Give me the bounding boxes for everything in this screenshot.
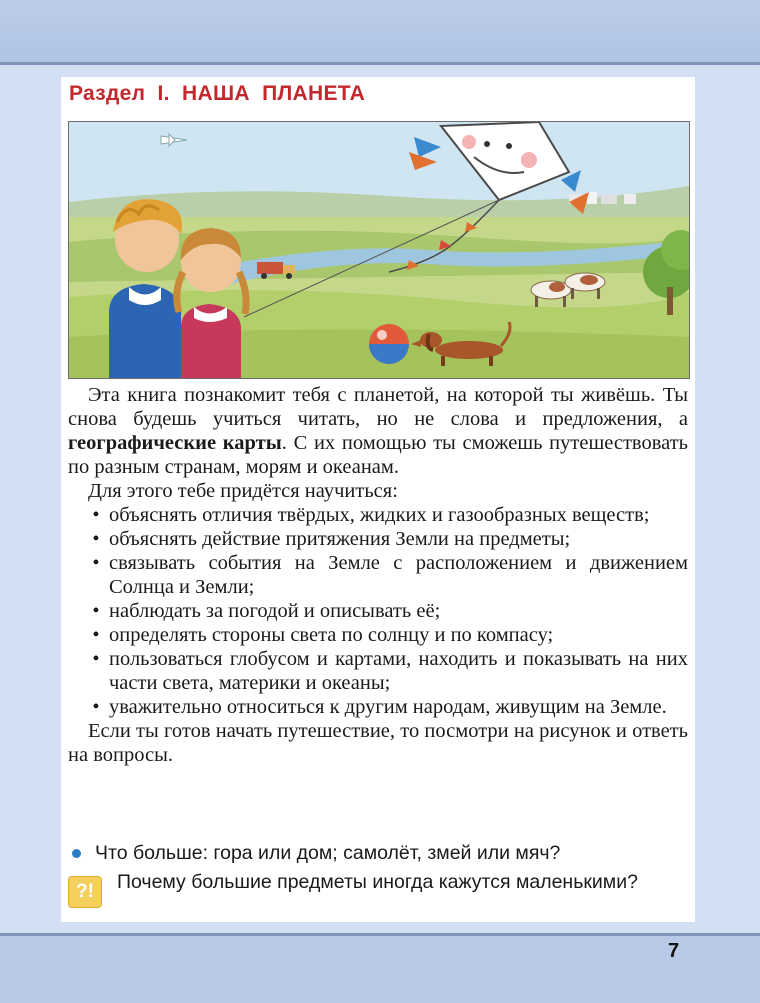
list-item-text: объяснять действие притяжения Земли на предметы;: [109, 528, 571, 550]
question-2-text: Почему большие предметы иногда кажутся маленькими?: [117, 871, 638, 893]
list-item: [68, 599, 688, 623]
intro-bold-term: географические карты: [68, 432, 282, 454]
bullet-icon: •: [92, 552, 100, 574]
bottom-band: [0, 933, 760, 1003]
question-1-text: Что больше: гора или дом; самолёт, змей или мяч?: [95, 842, 561, 864]
list-item: [68, 623, 688, 647]
section-title: Раздел I. НАША ПЛАНЕТА: [69, 82, 366, 105]
list-item: [68, 551, 688, 599]
list-item-text: связывать события на Земле с расположением и движением Солнца и Земли;: [109, 552, 688, 598]
skills-list: [68, 503, 688, 719]
ball-icon: [369, 324, 409, 364]
intro-text-start: Эта книга познакомит тебя с планетой, на которой ты живёшь. Ты снова будешь учиться читать, но не слова и предложения, а: [68, 384, 688, 430]
page-number: 7: [668, 940, 680, 962]
bullet-icon: •: [92, 528, 100, 550]
list-item: [68, 695, 688, 719]
bullet-icon: •: [92, 624, 100, 646]
list-item-text: пользоваться глобусом и картами, находить и показывать на них части света, материки и океаны;: [109, 648, 688, 694]
illustration: [68, 121, 690, 379]
list-item: [68, 527, 688, 551]
top-band: [0, 0, 760, 65]
list-item-text: уважительно относиться к другим народам, живущим на Земле.: [109, 696, 667, 718]
bullet-icon: •: [92, 600, 100, 622]
bullet-icon: •: [92, 648, 100, 670]
list-item-text: определять стороны света по солнцу и по компасу;: [109, 624, 554, 646]
illustration-canvas: [69, 122, 689, 378]
question-exclamation-icon: ?!: [68, 876, 102, 908]
intro-paragraph: [68, 383, 688, 479]
list-item: [68, 503, 688, 527]
intro-text-end: . С их помощью ты сможешь путешествовать по разным странам, морям и океанам.: [68, 432, 688, 478]
list-item: [68, 647, 688, 695]
closing-paragraph: Если ты готов начать путешествие, то посмотри на рисунок и ответь на вопросы.: [68, 720, 688, 766]
bullet-icon: •: [92, 696, 100, 718]
list-item-text: наблюдать за погодой и описывать её;: [109, 600, 441, 622]
body-text: [68, 383, 688, 767]
list-item-text: объяснять отличия твёрдых, жидких и газообразных веществ;: [109, 504, 650, 526]
question-bullet-icon: [72, 849, 81, 858]
bullet-icon: •: [92, 504, 100, 526]
lead-paragraph: Для этого тебе придётся научиться:: [88, 480, 398, 502]
